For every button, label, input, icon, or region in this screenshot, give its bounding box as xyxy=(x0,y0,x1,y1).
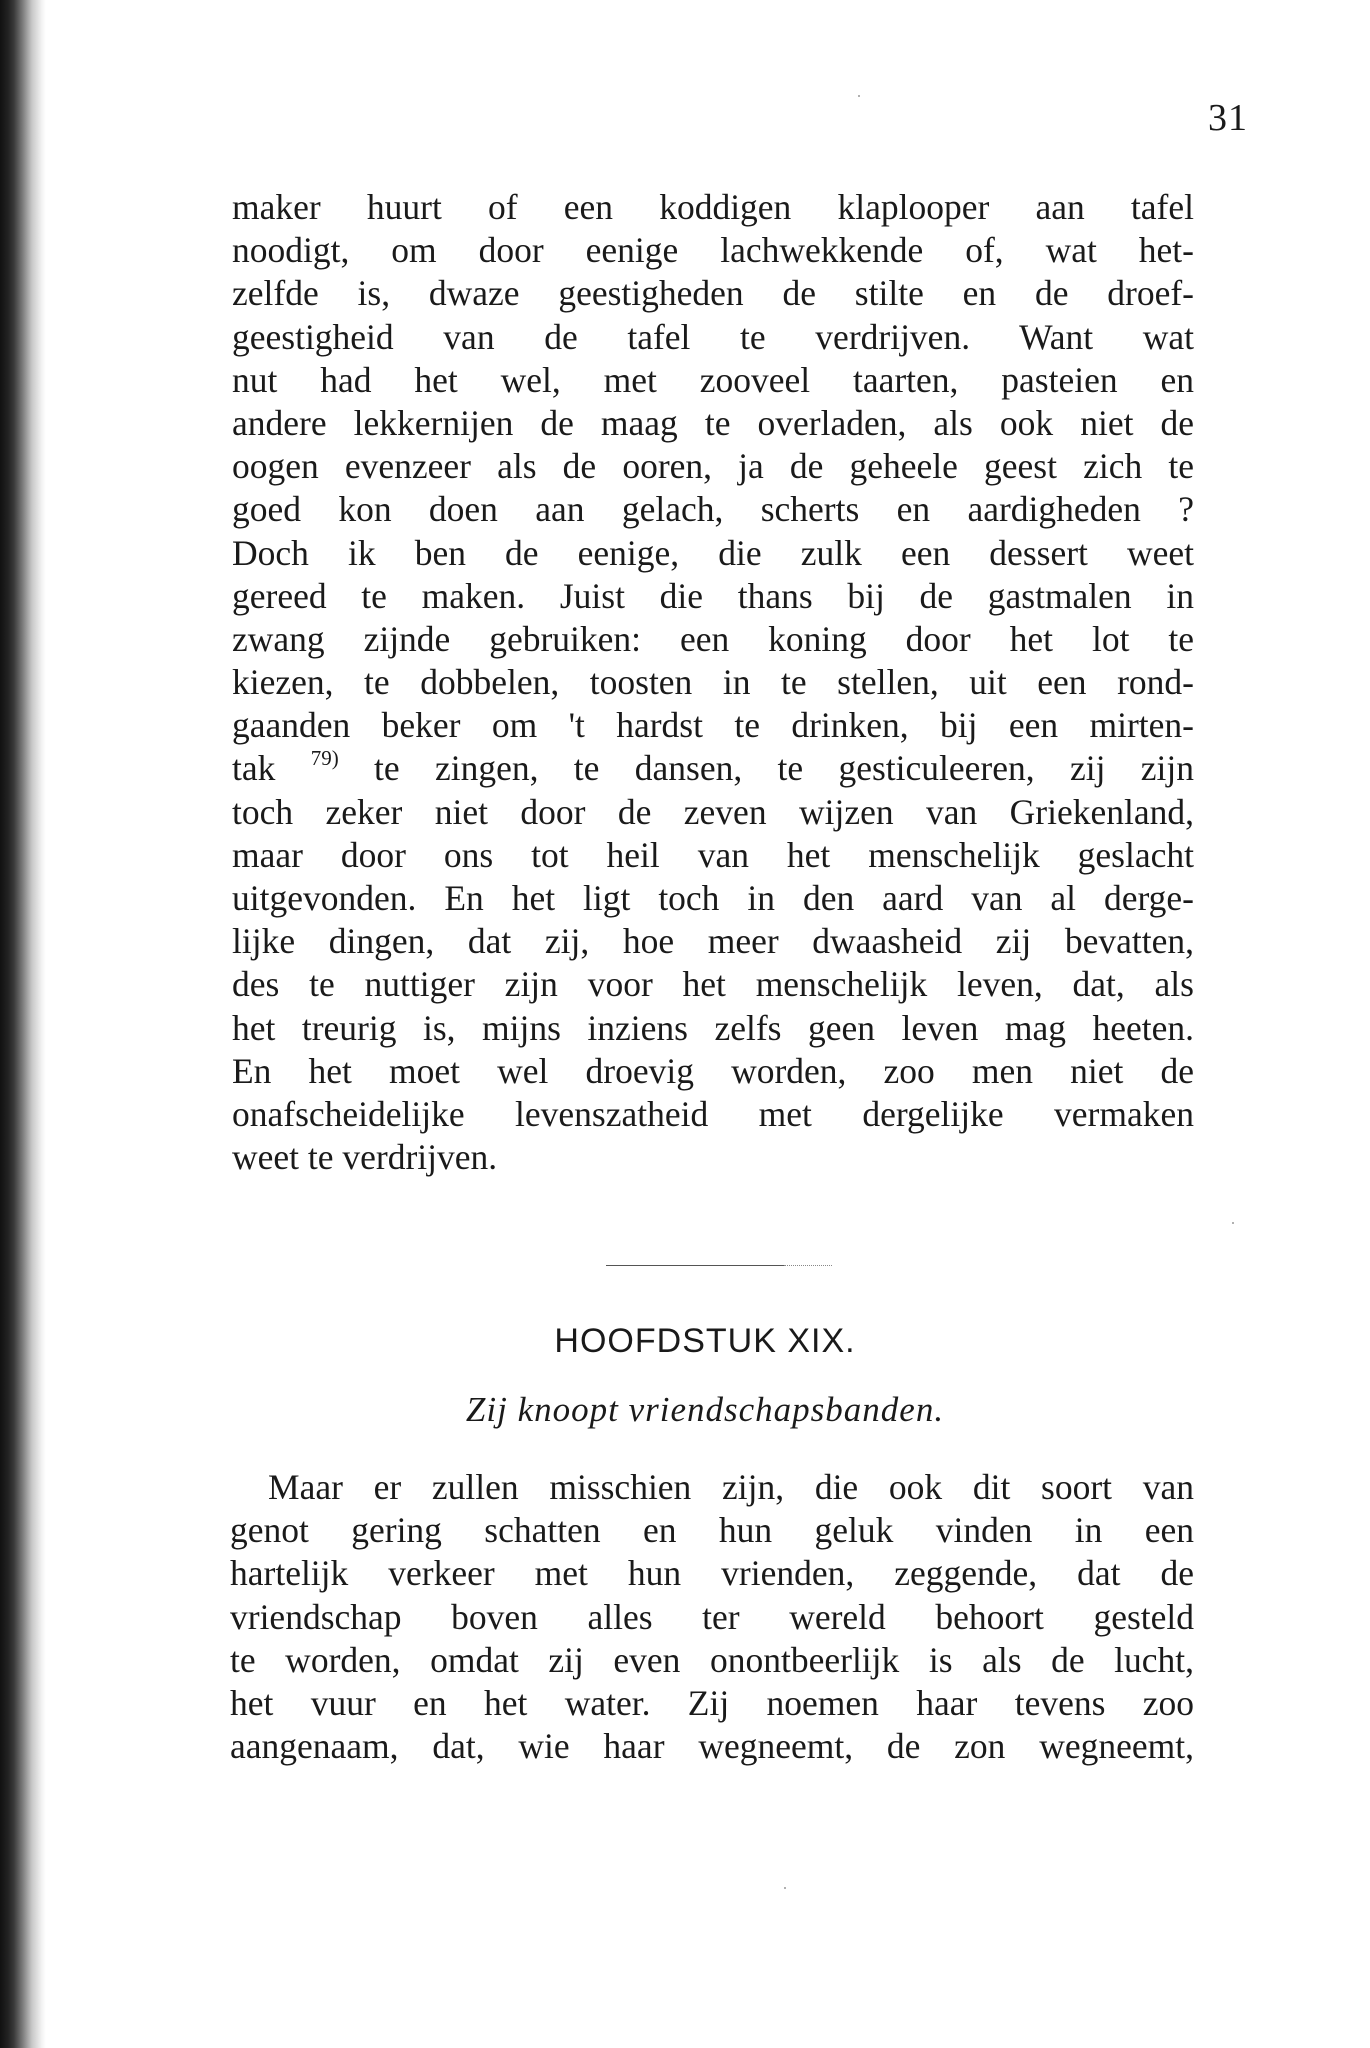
text-line: goed kon doen aan gelach, scherts en aardigheden ? xyxy=(232,489,1194,530)
section-divider xyxy=(606,1265,784,1266)
text-line: des te nuttiger zijn voor het menschelijk leven, dat, als xyxy=(232,964,1194,1005)
text-line: geestigheid van de tafel te verdrijven. Want wat xyxy=(232,316,1194,357)
paragraph-2 xyxy=(230,1466,1194,1768)
chapter-subtitle: Zij knoopt vriendschapsbanden. xyxy=(465,1390,945,1429)
text-line: toch zeker niet door de zeven wijzen van Griekenland, xyxy=(232,791,1194,832)
chapter-heading: HOOFDSTUK XIX. xyxy=(554,1322,856,1360)
text-line: noodigt, om door eenige lachwekkende of, wat het- xyxy=(232,230,1194,271)
text-fragment: te zingen, te dansen, te gesticuleeren, zij zijn xyxy=(374,748,1194,789)
text-line: andere lekkernijen de maag te overladen, als ook niet de xyxy=(232,402,1194,443)
section-divider-dots xyxy=(784,1265,832,1267)
text-line: zelfde is, dwaze geestigheden de stilte en de droef- xyxy=(232,273,1194,314)
text-line: het treurig is, mijns inziens zelfs geen leven mag heeten. xyxy=(232,1007,1194,1048)
text-line: Doch ik ben de eenige, die zulk een dessert weet xyxy=(232,532,1194,573)
scan-speck xyxy=(858,95,860,97)
text-line: nut had het wel, met zooveel taarten, pasteien en xyxy=(232,359,1194,400)
text-line: lijke dingen, dat zij, hoe meer dwaasheid zij bevatten, xyxy=(232,921,1194,962)
scan-binding-edge xyxy=(0,0,46,2048)
text-fragment: tak xyxy=(232,748,276,789)
text-line: oogen evenzeer als de ooren, ja de geheele geest zich te xyxy=(232,446,1194,487)
scan-speck xyxy=(1232,1222,1234,1224)
text-line: aangenaam, dat, wie haar wegneemt, de zon wegneemt, xyxy=(230,1726,1194,1767)
text-line: het vuur en het water. Zij noemen haar tevens zoo xyxy=(230,1682,1194,1723)
text-line: genot gering schatten en hun geluk vinden in een xyxy=(230,1510,1194,1551)
text-line: te worden, omdat zij even onontbeerlijk is als de lucht, xyxy=(230,1639,1194,1680)
text-line: maker huurt of een koddigen klaplooper aan tafel xyxy=(232,187,1194,227)
text-line: maar door ons tot heil van het menschelijk geslacht xyxy=(232,834,1194,875)
page-number: 31 xyxy=(1208,97,1248,139)
text-line: uitgevonden. En het ligt toch in den aard van al derge- xyxy=(232,878,1194,918)
text-line: onafscheidelijke levenszatheid met dergelijke vermaken xyxy=(232,1093,1194,1134)
paragraph-1 xyxy=(232,186,1194,1179)
text-line: vriendschap boven alles ter wereld behoort gesteld xyxy=(230,1596,1194,1637)
text-line: weet te verdrijven. xyxy=(232,1137,498,1178)
text-line: En het moet wel droevig worden, zoo men niet de xyxy=(232,1050,1194,1091)
text-line-with-footnote xyxy=(232,747,1194,790)
text-line: gaanden beker om 't hardst te drinken, bij een mirten- xyxy=(232,705,1194,746)
footnote-number: 79) xyxy=(310,746,339,771)
text-line: Maar er zullen misschien zijn, die ook dit soort van xyxy=(268,1467,1194,1507)
text-line: gereed te maken. Juist die thans bij de gastmalen in xyxy=(232,575,1194,616)
text-line: zwang zijnde gebruiken: een koning door het lot te xyxy=(232,618,1194,659)
text-line: hartelijk verkeer met hun vrienden, zeggende, dat de xyxy=(230,1553,1194,1594)
text-line: kiezen, te dobbelen, toosten in te stellen, uit een rond- xyxy=(232,662,1194,703)
footnote-reference xyxy=(311,748,339,788)
scan-speck xyxy=(784,1887,786,1889)
